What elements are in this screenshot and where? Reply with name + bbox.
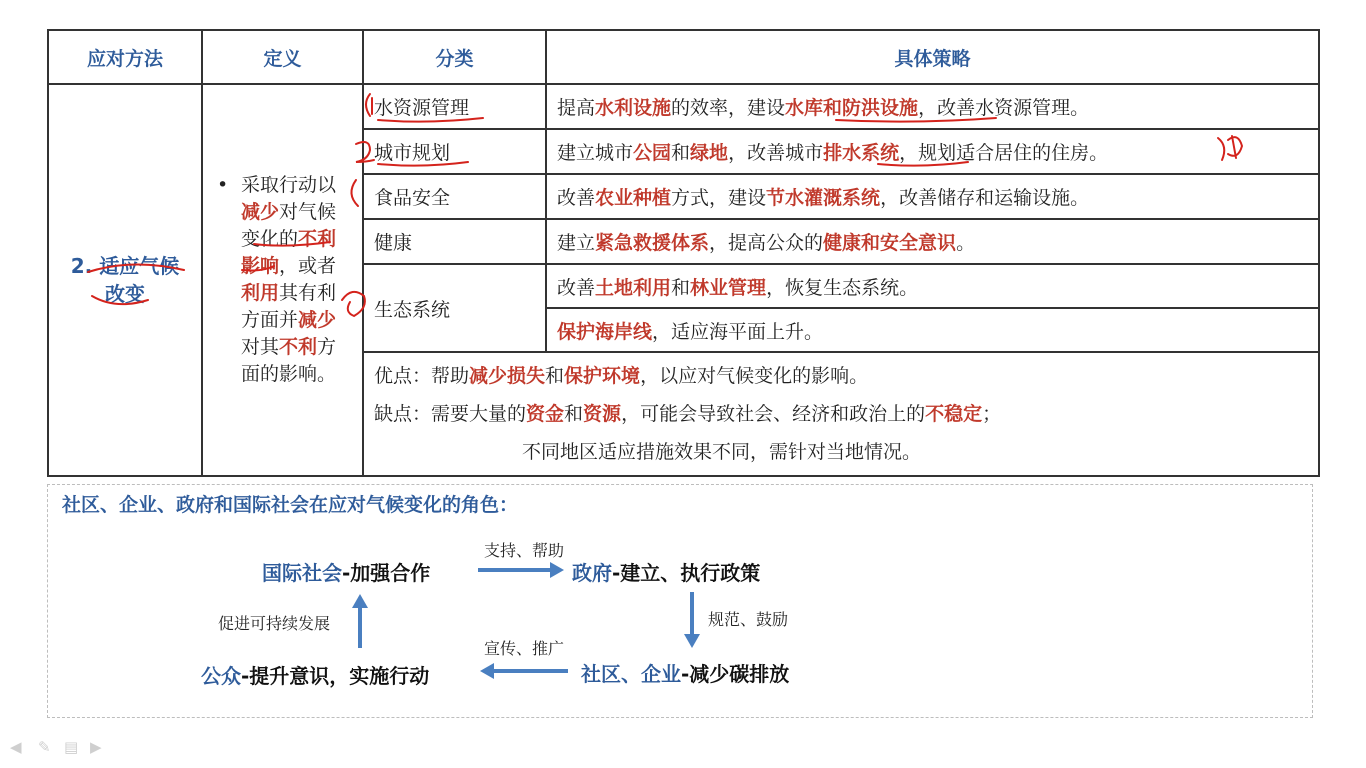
strategy-health: 建立紧急救援体系，提高公众的健康和安全意识。 xyxy=(546,219,1319,264)
node-government: 政府-建立、执行政策 xyxy=(572,561,761,585)
cons-line-2: 不同地区适应措施效果不同，需针对当地情况。 xyxy=(522,441,922,463)
nav-prev-icon[interactable]: ◀ xyxy=(10,738,22,756)
edge-label-sustain: 促进可持续发展 xyxy=(218,614,331,633)
def-highlight: 减少 xyxy=(241,201,280,223)
arrow-gov-to-comm-icon xyxy=(684,592,700,648)
node-international: 国际社会-加强合作 xyxy=(262,561,431,585)
def-text: 其有利方面并 xyxy=(241,282,337,331)
ink-underline-adapt-icon xyxy=(88,264,184,272)
pros-line: 优点：帮助减少损失和保护环境，以应对气候变化的影响。 xyxy=(374,365,869,387)
ink-underline-urban-icon xyxy=(378,162,468,166)
ink-scribble-icon xyxy=(1218,136,1242,160)
ink-circle-2-icon xyxy=(356,142,374,162)
category-water: 水资源管理 xyxy=(363,84,546,129)
strategy-eco-1: 改善土地利用和林业管理，恢复生态系统。 xyxy=(546,264,1319,308)
ink-annotations xyxy=(88,94,1242,316)
edge-label-support: 支持、帮助 xyxy=(484,541,565,560)
ink-underline-water-icon xyxy=(378,118,483,122)
node-community: 社区、企业-减少碳排放 xyxy=(581,662,790,686)
ink-underline-drain-icon xyxy=(878,162,968,166)
strategy-urban: 建立城市公园和绿地，改善城市排水系统，规划适合居住的住房。 xyxy=(546,129,1319,174)
roles-title: 社区、企业、政府和国际社会在应对气候变化的角色： xyxy=(62,494,519,516)
node-public: 公众-提升意识，实施行动 xyxy=(201,664,430,688)
method-line2: 改变 xyxy=(105,282,145,306)
nav-menu-icon[interactable]: ▤ xyxy=(64,738,79,756)
ink-underline-harm-icon xyxy=(254,242,330,246)
method-line1: 2. 适应气候 xyxy=(70,254,180,278)
strategy-water: 提高水利设施的效率，建设水库和防洪设施，改善水资源管理。 xyxy=(546,84,1319,129)
strategy-eco-2: 保护海岸线，适应海平面上升。 xyxy=(546,308,1319,352)
ink-underline-reservoir-icon xyxy=(836,118,996,122)
def-text: ，或者 xyxy=(279,255,337,277)
header-strategy: 具体策略 xyxy=(546,30,1319,84)
category-urban: 城市规划 xyxy=(363,129,546,174)
ink-circle-1-icon xyxy=(366,94,370,116)
def-text: 方面的影响。 xyxy=(241,336,337,385)
arrow-comm-to-public-icon xyxy=(480,663,568,679)
category-food: 食品安全 xyxy=(363,174,546,219)
ink-underline-harm2-icon xyxy=(242,266,274,271)
def-text: 对其 xyxy=(241,336,280,358)
def-highlight: 利用 xyxy=(241,282,280,304)
header-definition: 定义 xyxy=(202,30,363,84)
def-highlight: 减少 xyxy=(298,309,337,331)
def-highlight: 不利影响 xyxy=(241,228,337,277)
bullet-icon: • xyxy=(217,174,229,196)
category-health: 健康 xyxy=(363,219,546,264)
category-eco: 生态系统 xyxy=(363,264,546,352)
def-text: 对气候变化的 xyxy=(241,201,337,250)
ink-underline-change-icon xyxy=(92,296,148,304)
edge-label-regulate: 规范、鼓励 xyxy=(708,610,789,629)
header-method: 应对方法 xyxy=(48,30,202,84)
ink-circle-3-icon xyxy=(351,180,358,206)
arrow-public-to-intl-icon xyxy=(352,594,368,648)
ink-circle-6-icon xyxy=(342,292,365,316)
def-text: 采取行动以 xyxy=(241,174,337,196)
arrow-intl-to-gov-icon xyxy=(478,562,564,578)
strategy-food: 改善农业种植方式，建设节水灌溉系统，改善储存和运输设施。 xyxy=(546,174,1319,219)
nav-pen-icon[interactable]: ✎ xyxy=(38,738,51,756)
edge-label-promote: 宣传、推广 xyxy=(484,639,565,658)
def-highlight: 不利 xyxy=(279,336,318,358)
header-category: 分类 xyxy=(363,30,546,84)
nav-next-icon[interactable]: ▶ xyxy=(90,738,102,756)
cons-line: 缺点：需要大量的资金和资源，可能会导致社会、经济和政治上的不稳定； xyxy=(374,403,1002,425)
